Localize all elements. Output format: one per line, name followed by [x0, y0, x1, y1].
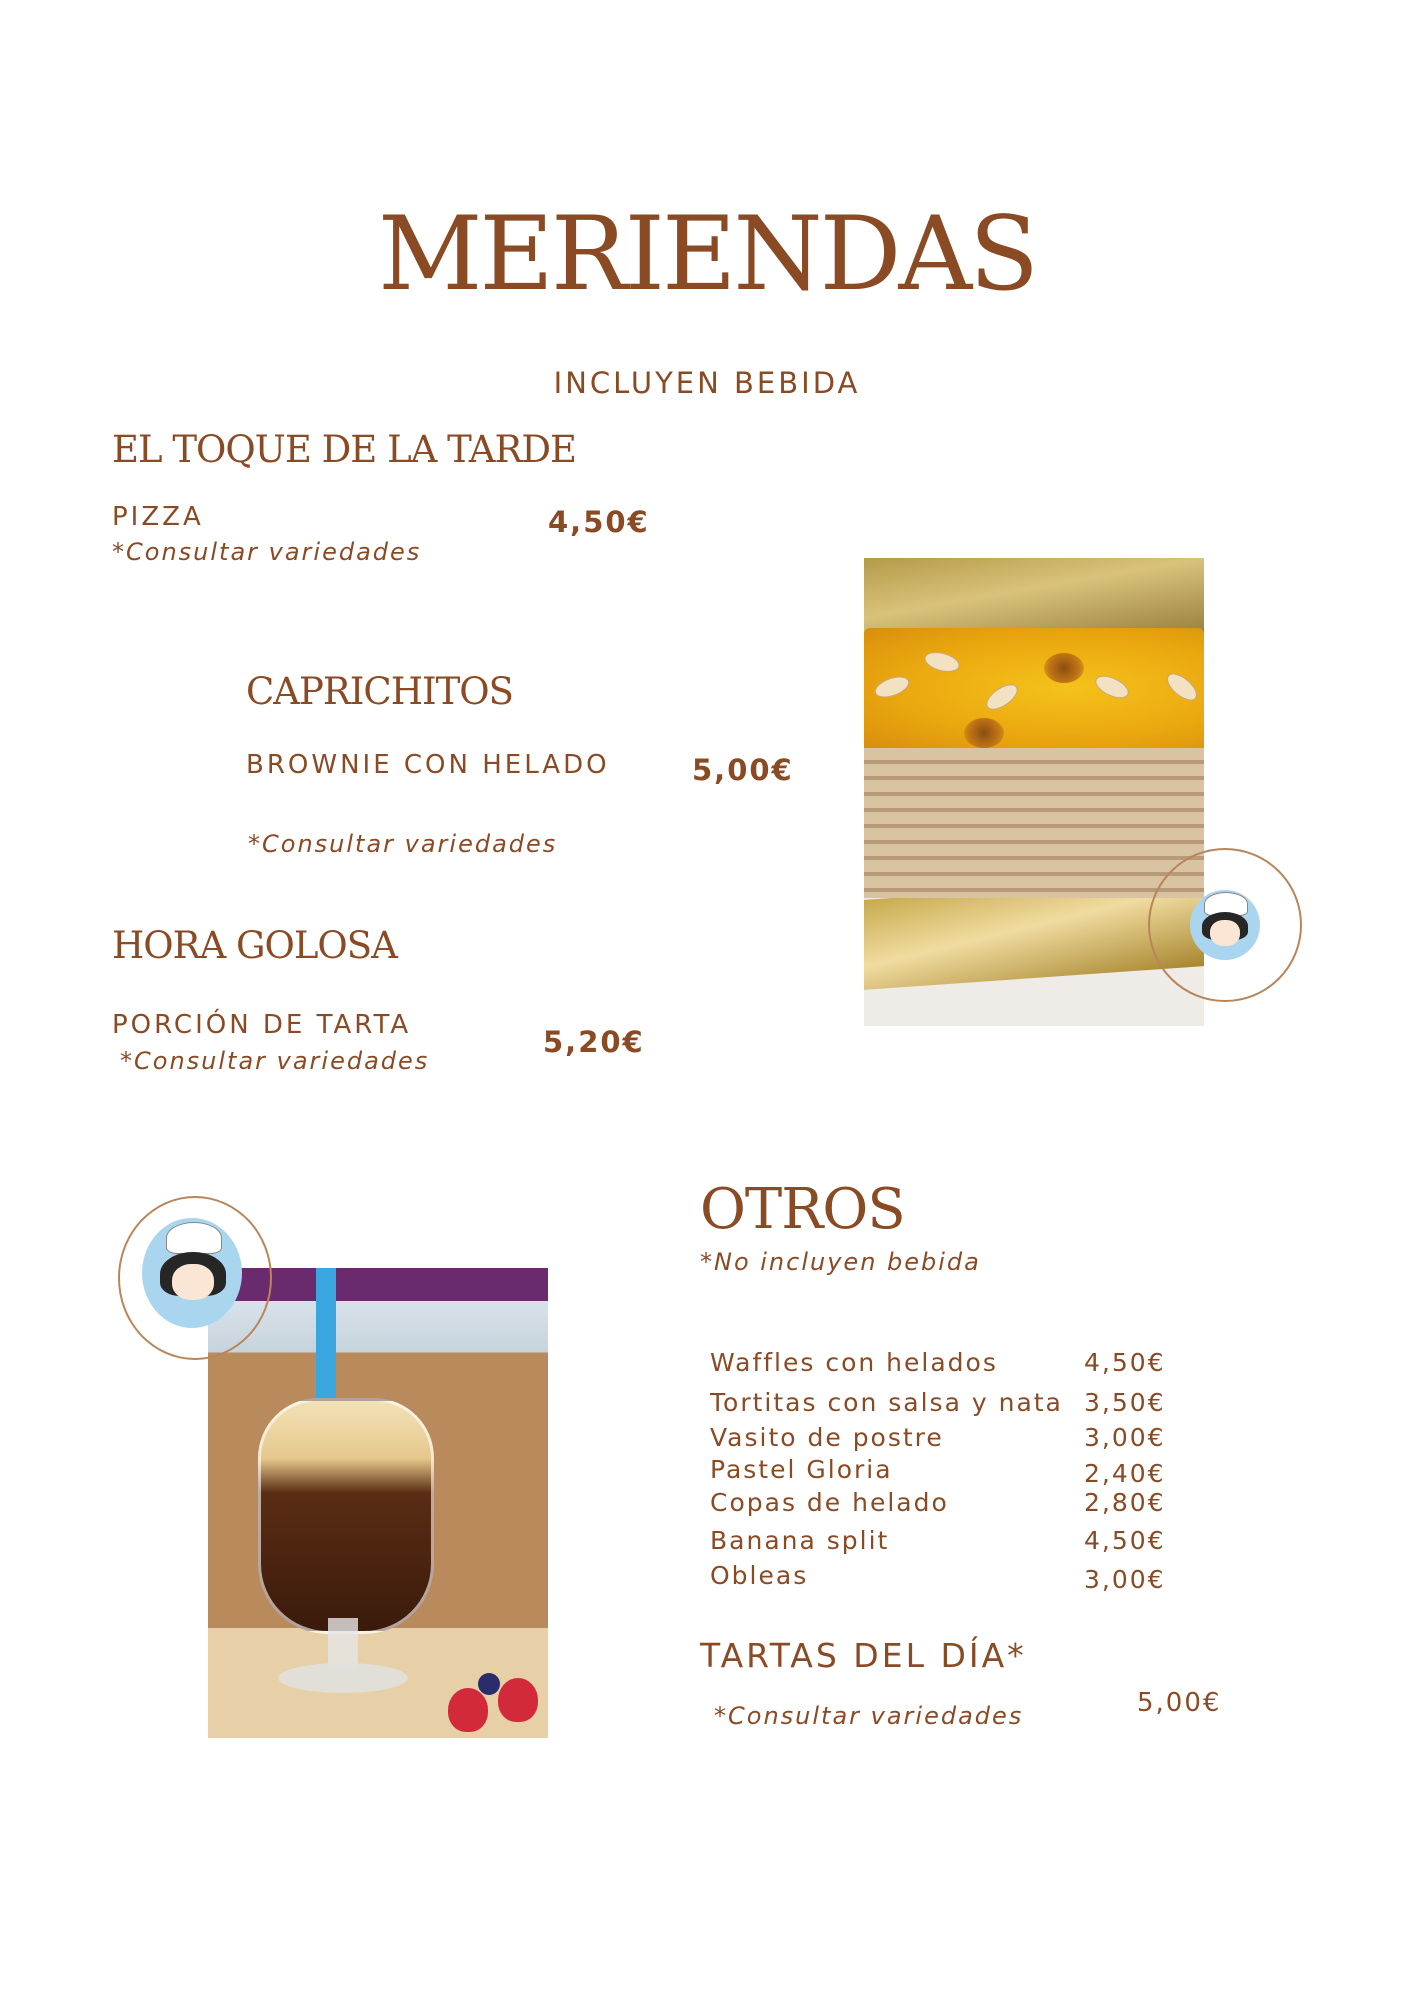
item-brownie: BROWNIE CON HELADO — [246, 750, 610, 780]
chef-logo-icon — [1148, 848, 1302, 1002]
tartas-heading: TARTAS DEL DÍA* — [700, 1636, 1027, 1675]
cake-photo — [864, 558, 1204, 1026]
price-pizza: 4,50€ — [548, 505, 650, 539]
item-tarta: PORCIÓN DE TARTA — [112, 1010, 412, 1040]
chef-logo-icon-2 — [118, 1196, 272, 1360]
price-brownie: 5,00€ — [692, 753, 794, 787]
page-subtitle: INCLUYEN BEBIDA — [553, 366, 861, 400]
item-pizza: PIZZA — [112, 502, 204, 532]
list-item: Tortitas con salsa y nata 3,50€ — [710, 1388, 1166, 1417]
tartas-note: *Consultar variedades — [714, 1702, 1024, 1730]
note-otros: *No incluyen bebida — [700, 1248, 981, 1276]
section-heading-golosa: HORA GOLOSA — [112, 924, 397, 967]
icecream-photo — [208, 1268, 548, 1738]
list-item: Vasito de postre 3,00€ — [710, 1423, 1166, 1452]
list-item: Banana split 4,50€ — [710, 1526, 1166, 1555]
note-pizza: *Consultar variedades — [112, 538, 422, 566]
note-brownie: *Consultar variedades — [248, 830, 558, 858]
note-tarta: *Consultar variedades — [120, 1047, 430, 1075]
section-heading-otros: OTROS — [700, 1177, 905, 1242]
list-item: Copas de helado 2,80€ — [710, 1488, 1166, 1517]
tartas-price: 5,00€ — [1137, 1688, 1222, 1718]
price-tarta: 5,20€ — [543, 1025, 645, 1059]
list-item: Pastel Gloria 2,40€ — [710, 1455, 1166, 1488]
section-heading-toque: EL TOQUE DE LA TARDE — [112, 428, 577, 471]
list-item: Obleas 3,00€ — [710, 1561, 1166, 1594]
page-title: MERIENDAS — [377, 195, 1036, 314]
section-heading-caprichitos: CAPRICHITOS — [246, 670, 513, 713]
list-item: Waffles con helados 4,50€ — [710, 1348, 1166, 1377]
